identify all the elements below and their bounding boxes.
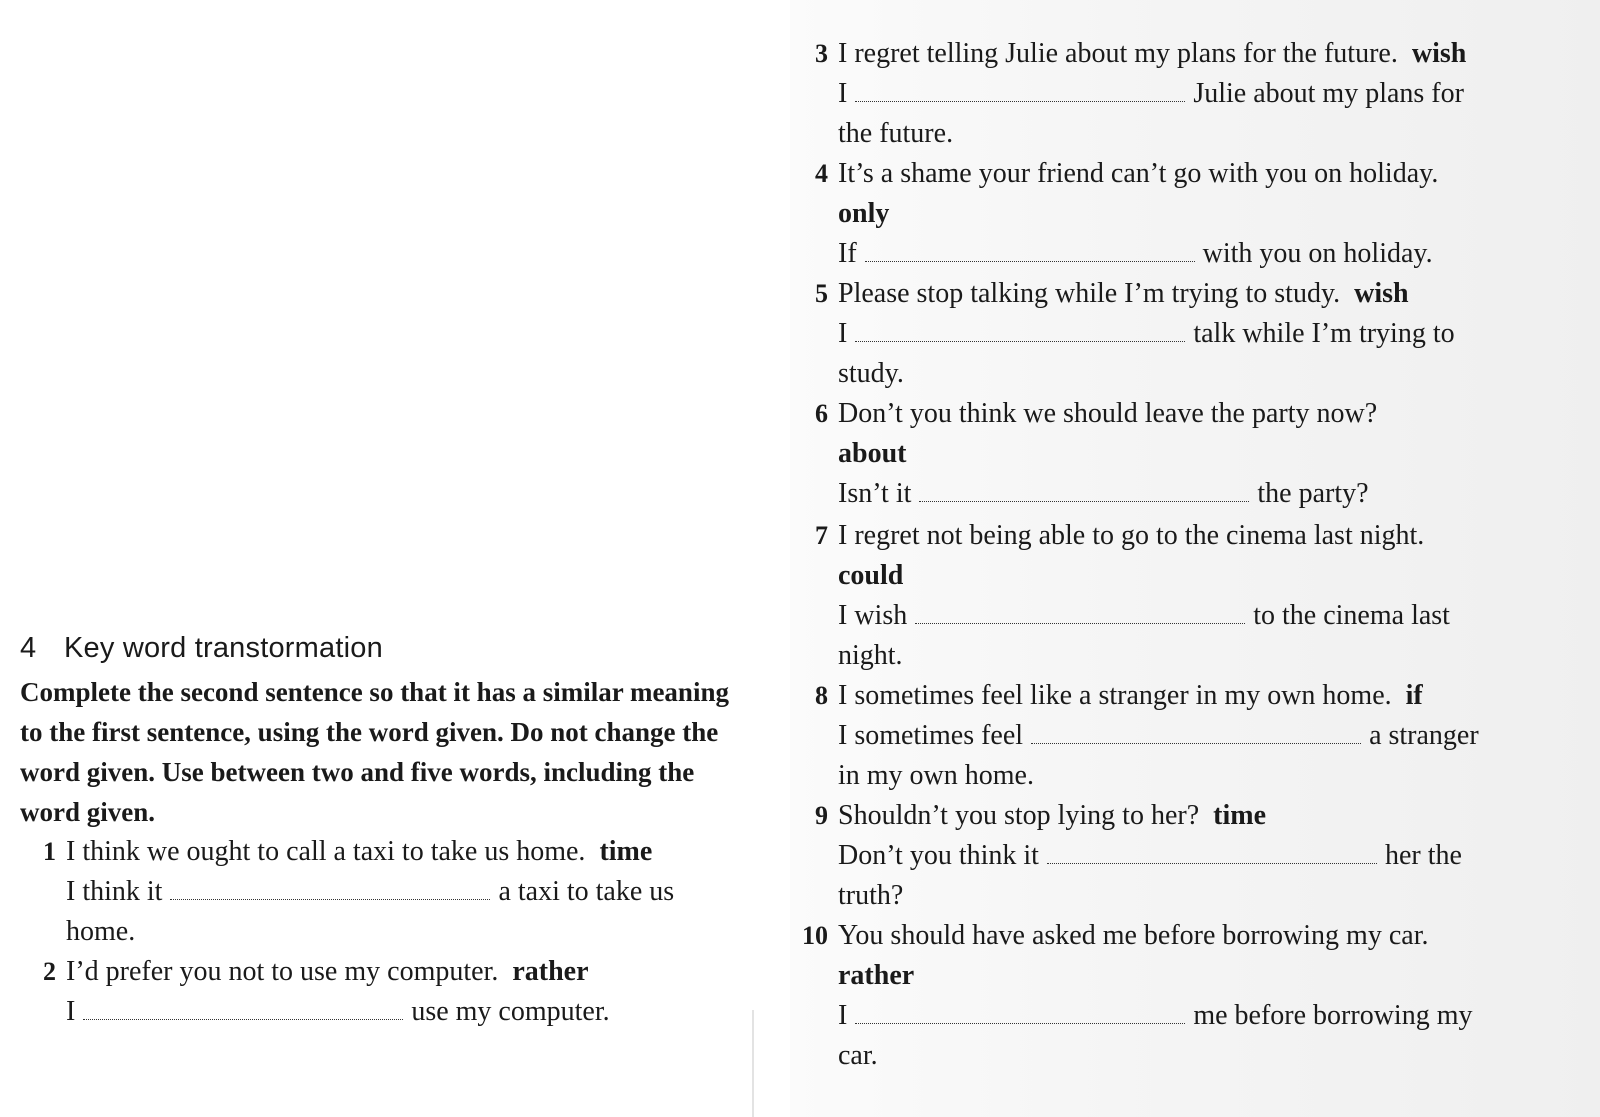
item-sentence: I sometimes feel like a stranger in my own home. bbox=[838, 680, 1392, 711]
item-sentence: Please stop talking while I’m trying to study. bbox=[838, 278, 1341, 309]
answer-blank[interactable] bbox=[1047, 845, 1377, 864]
answer-end: study. bbox=[838, 358, 904, 389]
section-number: 4 bbox=[20, 632, 37, 664]
item-keyword: only bbox=[838, 198, 890, 229]
answer-start: I bbox=[838, 78, 848, 109]
answer-start: I bbox=[838, 1000, 848, 1031]
item-keyword: about bbox=[838, 438, 907, 469]
answer-start: Isn’t it bbox=[838, 478, 912, 509]
answer-after: her the bbox=[1384, 840, 1462, 871]
answer-after: to the cinema last bbox=[1253, 600, 1450, 631]
item-sentence: I regret telling Julie about my plans for the future. bbox=[838, 38, 1398, 69]
item-number: 10 bbox=[802, 921, 828, 950]
answer-end: home. bbox=[66, 916, 136, 947]
section-title: Key word transtormation bbox=[64, 632, 383, 664]
answer-after: use my computer. bbox=[411, 996, 610, 1027]
answer-end: night. bbox=[838, 640, 903, 671]
item-sentence: I regret not being able to go to the cinema last night. bbox=[838, 520, 1425, 551]
answer-after: a stranger bbox=[1369, 720, 1479, 751]
answer-start: I bbox=[66, 996, 76, 1027]
item-sentence: You should have asked me before borrowing my car. bbox=[838, 920, 1429, 951]
item-keyword: wish bbox=[1411, 38, 1467, 69]
item-number: 2 bbox=[43, 957, 56, 986]
answer-end: in my own home. bbox=[838, 760, 1034, 791]
answer-blank[interactable] bbox=[855, 323, 1185, 342]
item-keyword: time bbox=[599, 836, 653, 867]
answer-blank[interactable] bbox=[855, 1005, 1185, 1024]
item-keyword: time bbox=[1213, 800, 1267, 831]
answer-blank[interactable] bbox=[83, 1001, 403, 1020]
answer-start: I bbox=[838, 318, 848, 349]
section-heading bbox=[20, 632, 383, 665]
item-number: 4 bbox=[815, 159, 828, 188]
item-keyword: if bbox=[1405, 680, 1423, 711]
item-keyword: wish bbox=[1354, 278, 1409, 309]
instructions: Complete the second sentence so that it has a similar meaning to the first sentence, using the word given. Do not change the word given. Use between two and five words, including the word given. bbox=[20, 677, 729, 827]
answer-end: truth? bbox=[838, 880, 904, 911]
item-number: 7 bbox=[815, 521, 828, 550]
answer-start: I think it bbox=[66, 876, 163, 907]
answer-start: Don’t you think it bbox=[838, 840, 1039, 871]
answer-blank[interactable] bbox=[170, 881, 490, 900]
answer-after: the party? bbox=[1257, 478, 1369, 509]
item-keyword: rather bbox=[512, 956, 589, 987]
answer-after: me before borrowing my bbox=[1193, 1000, 1473, 1031]
answer-blank[interactable] bbox=[1031, 725, 1361, 744]
page-fold bbox=[752, 1010, 754, 1117]
answer-after: talk while I’m trying to bbox=[1193, 318, 1455, 349]
answer-blank[interactable] bbox=[919, 483, 1249, 502]
answer-end: car. bbox=[838, 1040, 878, 1071]
item-number: 1 bbox=[43, 837, 56, 866]
answer-start: I wish bbox=[838, 600, 908, 631]
item-keyword: rather bbox=[838, 960, 915, 991]
item-sentence: It’s a shame your friend can’t go with you on holiday. bbox=[838, 158, 1439, 189]
answer-blank[interactable] bbox=[865, 243, 1195, 262]
item-number: 6 bbox=[815, 399, 828, 428]
answer-after: Julie about my plans for bbox=[1193, 78, 1464, 109]
item-keyword: could bbox=[838, 560, 904, 591]
item-number: 9 bbox=[815, 801, 828, 830]
answer-blank[interactable] bbox=[915, 605, 1245, 624]
item-number: 3 bbox=[815, 39, 828, 68]
item-sentence: Don’t you think we should leave the party now? bbox=[838, 398, 1378, 429]
answer-start: I sometimes feel bbox=[838, 720, 1024, 751]
item-number: 5 bbox=[815, 279, 828, 308]
answer-after: a taxi to take us bbox=[498, 876, 675, 907]
answer-end: the future. bbox=[838, 118, 954, 149]
answer-start: If bbox=[838, 238, 857, 269]
item-sentence: I’d prefer you not to use my computer. bbox=[66, 956, 499, 987]
answer-after: with you on holiday. bbox=[1202, 238, 1433, 269]
item-sentence: I think we ought to call a taxi to take us home. bbox=[66, 836, 586, 867]
answer-blank[interactable] bbox=[855, 83, 1185, 102]
item-sentence: Shouldn’t you stop lying to her? bbox=[838, 800, 1200, 831]
item-number: 8 bbox=[815, 681, 828, 710]
